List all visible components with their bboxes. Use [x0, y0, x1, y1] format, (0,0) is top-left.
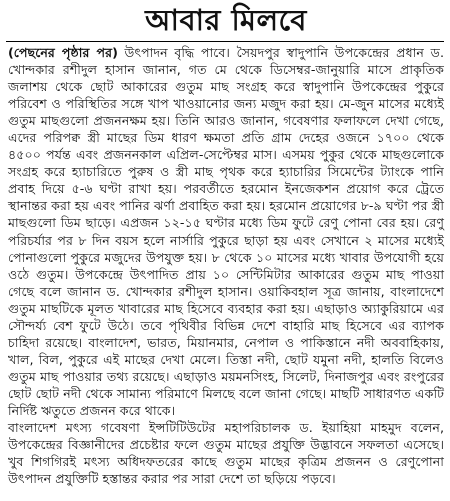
paragraph-1-text: উৎপাদন বৃদ্ধি পাবে। সৈয়দপুর স্বাদুপানি উপকেন্দ্রের প্রধান ড. খোন্দকার রশীদুল হাসান জানান, গত মে থেকে ডিসেম্বর-জানুয়ারি মাসে প্রাকৃতিক জলাশয় থেকে ছোট আকারের গুতুম মাছ সংগ্রহ করে স্বাদুপানি উপকেন্দ্রের পুকুরে পরিবেশ ও পরিস্থিতির সঙ্গে খাপ খাওয়ানোর জন্য মজুদ করা হয়। মে-জুন মাসের মধ্যেই গুতুম মাছগুলো প্রজননক্ষম হয়। তিনি আরও জানান, গবেষণার ফলাফলে দেখা গেছে, এদের পরিপক্ব স্ত্রী মাছের ডিম ধারণ ক্ষমতা প্রতি গ্রাম দেহের ওজনে ১৭০০ থেকে ৪৫০০ পর্যন্ত এবং প্রজননকাল এপ্রিল-সেপ্টেম্বর মাস। এসময় পুকুর থেকে মাছগুলোকে সংগ্রহ করে হ্যাচারিতে পুরুষ ও স্ত্রী মাছ পৃথক করে হ্যাচারির সিমেন্টের ট্যাংকে পানি প্রবাহ দিয়ে ৫-৬ ঘণ্টা রাখা হয়। পরবর্তীতে হরমোন ইনজেকশন প্রয়োগ করে ট্রেতে স্থানান্তর করা হয় এবং পানির ঝর্ণা প্রবাহিত করা হয়। হরমোন প্রয়োগের ৮-৯ ঘণ্টা পর স্ত্রী মাছগুলো ডিম ছাড়ে। এপ্রজন ১২-১৫ ঘণ্টার মধ্যে ডিম ফুটে রেণু পোনা বের হয়। রেণু পরিচর্যার পর ৮ দিন বয়স হলে নার্সারি পুকুরে ছাড়া হয় এবং সেখানে ২ মাসের মধ্যেই পোনাগুলো পুকুরে মজুদের উপযুক্ত হয়। ৮ থেকে ১০ মাসের মধ্যে খাবার উপযোগী হয়ে ওঠে গুতুম। উপকেন্দ্রে উৎপাদিত প্রায় ১০ সেন্টিমিটার আকারের গুতুম মাছ পাওয়া গেছে বলে জানান ড. খোন্দকার রশীদুল হাসান। ওয়াকিবহাল সূত্র জানায়, বাংলাদেশে গুতুম মাছটিকে মূলত খাবারের মাছ হিসেবে ব্যবহার করা হয়। এছাড়াও অ্যাকুরিয়ামে এর সৌন্দর্য্য বেশ ফুটে উঠে। তবে পৃথিবীর বিভিন্ন দেশে বাহারি মাছ হিসেবে এর ব্যাপক চাহিদা রয়েছে। বাংলাদেশ, ভারত, মিয়ানমার, নেপাল ও পাকিস্তানে নদী অববাহিকায়, খাল, বিল, পুকুরে এই মাছের দেখা মেলে। তিস্তা নদী, ছোট যমুনা নদী, হালতি বিলেও গুতুম মাছ পাওয়ার তথ্য রয়েছে। এছাড়াও ময়মনসিংহ, সিলেট, দিনাজপুর এবং রংপুরের ছোট ছোট নদী থেকে সামান্য পরিমাণে মিলছে বলে জানা গেছে। মাছটি সাধারণত একটি নির্দিষ্ট ঋতুতে প্রজনন করে থাকে। [8, 45, 444, 418]
paragraph-1 [8, 44, 444, 419]
headline-rule [6, 41, 444, 42]
continuation-label: (পেছনের পৃষ্ঠার পর) [8, 45, 118, 60]
article-body [8, 44, 444, 487]
headline: আবার মিলবে [145, 3, 307, 37]
paragraph-2: বাংলাদেশ মৎস্য গবেষণা ইন্সটিটিউটের মহাপরিচালক ড. ইয়াহিয়া মাহমুদ বলেন, উপকেন্দ্রের বিজ্ঞানীদের প্রচেষ্টার ফলে গুতুম মাছের প্রযুক্তি উদ্ভাবনে সফলতা এসেছে। খুব শিগগিরই মৎস্য অধিদফতরের কাছে গুতুম মাছের কৃত্রিম প্রজনন ও রেণুপোনা উৎপাদন প্রযুক্তিটি হস্তান্তর করার পর সারা দেশে তা ছড়িয়ে পড়বে। [8, 420, 444, 487]
